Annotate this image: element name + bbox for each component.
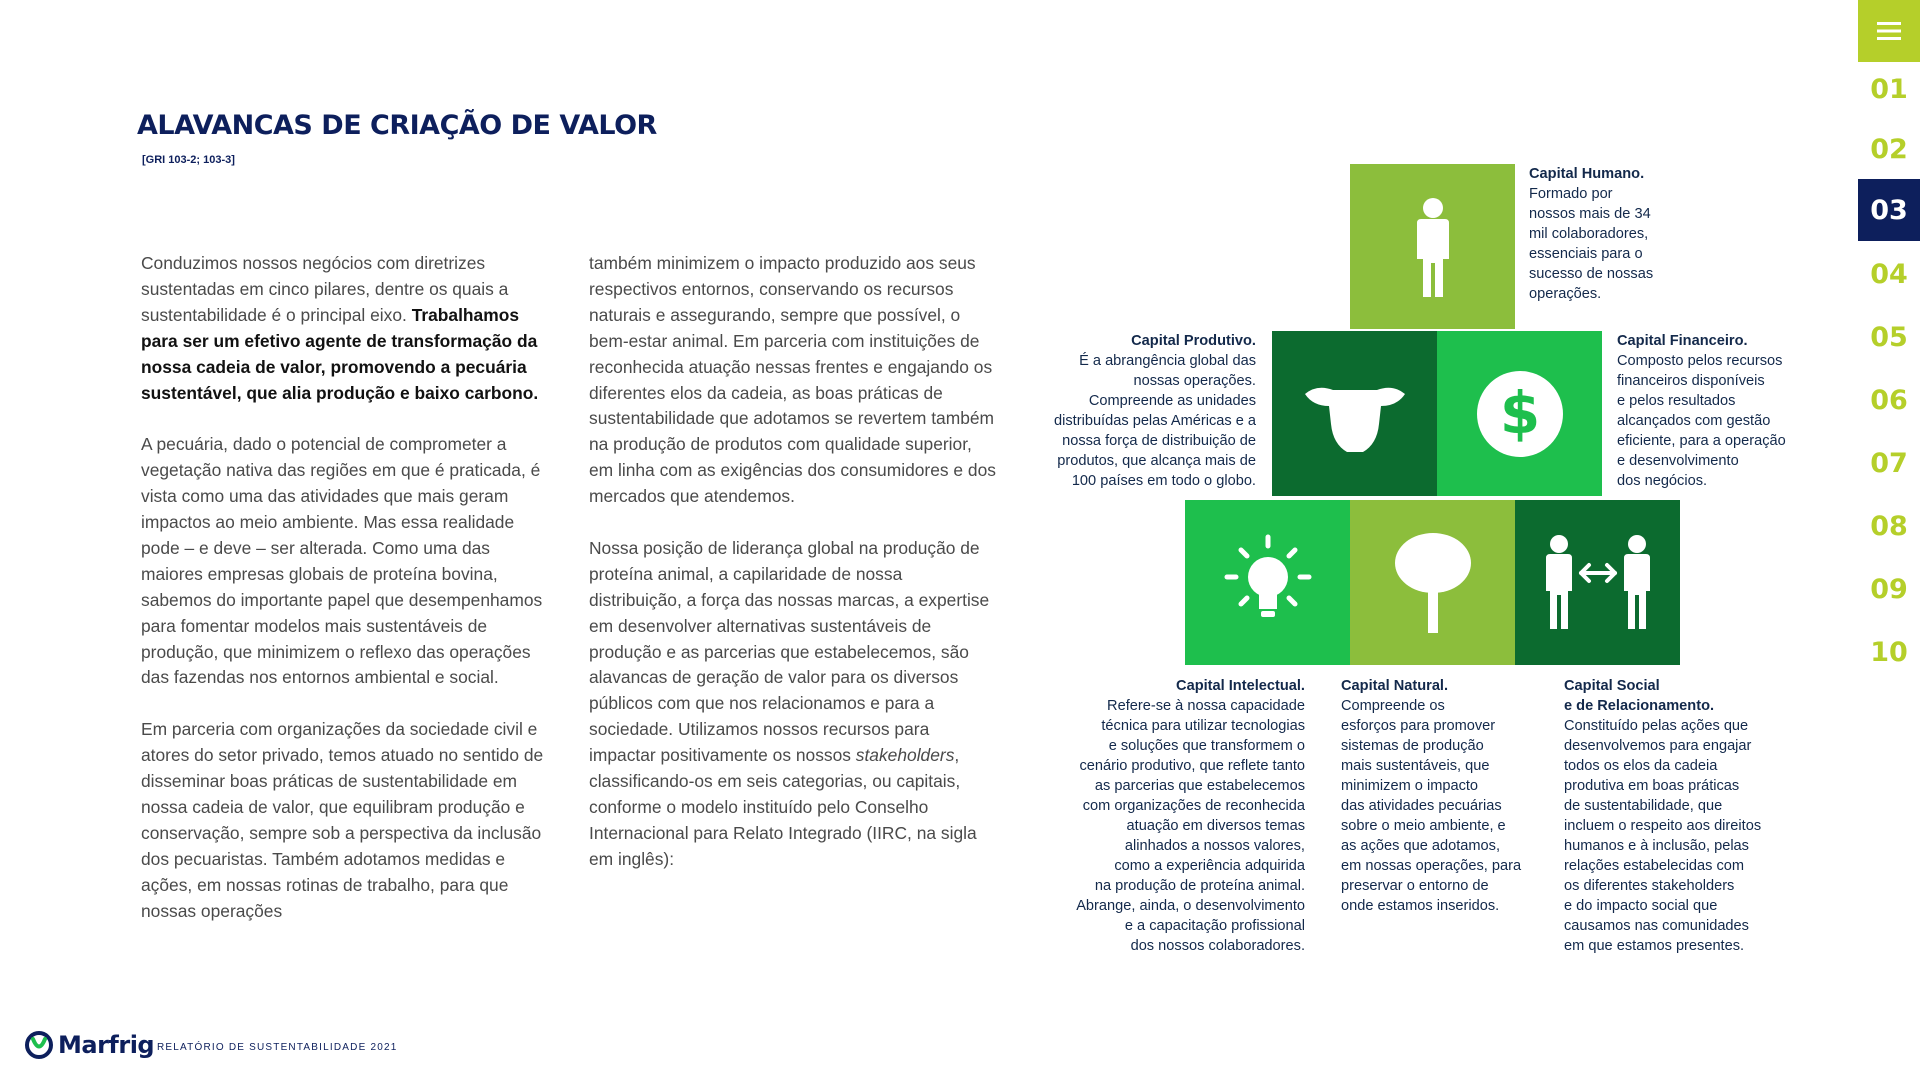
caption-title: Capital Natural. [1341, 678, 1449, 694]
tree-icon [1393, 533, 1473, 633]
caption-line: sobre o meio ambiente, e [1341, 818, 1506, 834]
caption-line: todos os elos da cadeia [1564, 758, 1718, 774]
nav-chapter-05[interactable]: 05 [1870, 321, 1908, 353]
nav-chapter-10[interactable]: 10 [1870, 636, 1908, 668]
tile-capital-intelectual [1185, 500, 1350, 665]
paragraph-5 [589, 536, 999, 873]
nav-chapter-07[interactable]: 07 [1870, 447, 1908, 479]
caption-line: e do impacto social que [1564, 898, 1718, 914]
gri-reference: [GRI 103-2; 103-3] [142, 154, 235, 166]
report-title: RELATÓRIO DE SUSTENTABILIDADE 2021 [157, 1042, 398, 1053]
caption-line: Abrange, ainda, o desenvolvimento [1076, 898, 1305, 914]
marfrig-logo-icon [24, 1030, 54, 1060]
caption-line: técnica para utilizar tecnologias [1101, 718, 1305, 734]
caption-line: cenário produtivo, que reflete tanto [1079, 758, 1305, 774]
caption-line: dos negócios. [1617, 473, 1708, 489]
nav-chapter-01[interactable]: 01 [1870, 73, 1908, 105]
caption-line: alcançados com gestão [1617, 413, 1771, 429]
caption-line: atuação em diversos temas [1126, 818, 1305, 834]
caption-line: essenciais para o [1529, 246, 1643, 262]
caption-capital-financeiro [1617, 331, 1786, 491]
dollar-coin-icon [1475, 369, 1565, 459]
nav-chapter-03[interactable]: 03 [1858, 179, 1920, 241]
caption-line: de sustentabilidade, que [1564, 798, 1723, 814]
caption-line: as ações que adotamos, [1341, 838, 1501, 854]
caption-line: É a abrangência global das [1079, 353, 1256, 369]
caption-line: em que estamos presentes. [1564, 938, 1745, 954]
caption-line: dos nossos colaboradores. [1130, 938, 1305, 954]
caption-capital-humano [1529, 164, 1653, 304]
caption-line: como a experiência adquirida [1114, 858, 1305, 874]
caption-line: preservar o entorno de [1341, 878, 1489, 894]
caption-line: produtiva em boas práticas [1564, 778, 1740, 794]
caption-line: Composto pelos recursos [1617, 353, 1783, 369]
caption-line: onde estamos inseridos. [1341, 898, 1500, 914]
caption-line: e desenvolvimento [1617, 453, 1739, 469]
caption-line: operações. [1529, 286, 1602, 302]
caption-title-2: e de Relacionamento. [1564, 698, 1715, 714]
hamburger-icon [1877, 22, 1901, 40]
caption-line: causamos nas comunidades [1564, 918, 1749, 934]
caption-line: Compreende os [1341, 698, 1445, 714]
tile-capital-social [1515, 500, 1680, 665]
paragraph-5-text: Nossa posição de liderança global na produção de proteína animal, a capilaridade de nossa distribuição, a força das nossas marcas, a expertise em desenvolver alternativas sustentáveis de produção e as parcerias que estabelecemos, são alavancas de geração de valor para os diversos públicos com que nos relacionamos e para a sociedade. Utilizamos nossos recursos para impactar positivamente os nossos [589, 537, 990, 766]
caption-line: com organizações de reconhecida [1082, 798, 1305, 814]
paragraph-5-end: , classificando-os em seis categorias, ou capitais, conforme o modelo instituído pelo Conselho Internacional para Relato Integrado (IIRC, na sigla em inglês): [589, 745, 977, 869]
caption-line: as parcerias que estabelecemos [1094, 778, 1305, 794]
caption-line: Refere-se à nossa capacidade [1107, 698, 1305, 714]
page-title: ALAVANCAS DE CRIAÇÃO DE VALOR [137, 110, 657, 141]
people-exchange-icon [1543, 533, 1653, 633]
caption-line: das atividades pecuárias [1341, 798, 1502, 814]
caption-line: na produção de proteína animal. [1094, 878, 1305, 894]
paragraph-5-italic: stakeholders [855, 745, 955, 766]
paragraph-4: também minimizem o impacto produzido aos seus respectivos entornos, conservando os recursos naturais e assegurando, sempre que possível, o bem-estar animal. Em parceria com instituições de reconhecida atuação nessas frentes e engajando os diferentes elos da cadeia, as boas práticas de sustentabilidade que adotamos se revertem também na produção de produtos com qualidade superior, em linha com as exigências dos consumidores e dos mercados que atendemos. [589, 253, 996, 507]
caption-line: alinhados a nossos valores, [1124, 838, 1305, 854]
tile-capital-natural [1350, 500, 1515, 665]
tile-capital-humano [1350, 164, 1515, 329]
caption-line: incluem o respeito aos direitos [1564, 818, 1762, 834]
nav-chapter-02[interactable]: 02 [1870, 133, 1908, 165]
paragraph-1-text: Conduzimos nossos negócios com diretrizes sustentadas em cinco pilares, dentre os quais a sustentabilidade é o principal eixo. [141, 253, 509, 325]
caption-line: mil colaboradores, [1529, 226, 1649, 242]
caption-capital-social [1564, 676, 1761, 956]
caption-line: Formado por [1529, 186, 1613, 202]
paragraph-3: Em parceria com organizações da sociedade civil e atores do setor privado, temos atuado no sentido de disseminar boas práticas de sustentabilidade em nossa cadeia de valor, que equilibram produção e conservação, sempre sob a perspectiva da inclusão dos pecuaristas. Também adotamos medidas e ações, em nossas rotinas de trabalho, para que nossas operações [141, 719, 544, 921]
caption-line: e a capacitação profissional [1124, 918, 1305, 934]
paragraph-1-bold: Trabalhamos para ser um efetivo agente de transformação da nossa cadeia de valor, promovendo a pecuária sustentável, que alia produção e baixo carbono. [141, 304, 539, 403]
brand-name: Marfrig [58, 1031, 155, 1059]
caption-line: nossas operações. [1133, 373, 1256, 389]
caption-line: e pelos resultados [1617, 393, 1736, 409]
caption-line: esforços para promover [1341, 718, 1496, 734]
caption-line: em nossas operações, para [1341, 858, 1522, 874]
caption-line: sistemas de produção [1341, 738, 1484, 754]
caption-line: financeiros disponíveis [1617, 373, 1765, 389]
text-column-1 [141, 251, 546, 950]
caption-capital-produtivo [1010, 331, 1256, 491]
caption-title: Capital Humano. [1529, 166, 1645, 182]
caption-line: mais sustentáveis, que [1341, 758, 1490, 774]
nav-chapter-09[interactable]: 09 [1870, 573, 1908, 605]
paragraph-1 [141, 251, 546, 406]
caption-line: Compreende as unidades [1088, 393, 1256, 409]
svg-text:$: $ [1499, 378, 1540, 447]
menu-button[interactable] [1858, 0, 1920, 62]
person-icon [1411, 197, 1455, 297]
caption-title: Capital Produtivo. [1131, 333, 1256, 349]
marfrig-logo[interactable] [24, 1030, 154, 1060]
caption-line: humanos e à inclusão, pelas [1564, 838, 1749, 854]
caption-line: eficiente, para a operação [1617, 433, 1786, 449]
caption-title: Capital Social [1564, 678, 1660, 694]
tile-capital-financeiro [1437, 331, 1602, 496]
lightbulb-icon [1218, 533, 1318, 633]
caption-title: Capital Intelectual. [1176, 678, 1305, 694]
cow-head-icon [1303, 374, 1407, 454]
caption-line: produtos, que alcança mais de [1057, 453, 1256, 469]
tile-capital-produtivo [1272, 331, 1437, 496]
caption-line: Constituído pelas ações que [1564, 718, 1749, 734]
caption-line: relações estabelecidas com [1564, 858, 1745, 874]
caption-line: nossos mais de 34 [1529, 206, 1651, 222]
caption-capital-natural [1341, 676, 1521, 916]
caption-line: 100 países em todo o globo. [1071, 473, 1256, 489]
nav-chapter-04[interactable]: 04 [1870, 258, 1908, 290]
caption-line: nossa força de distribuição de [1062, 433, 1256, 449]
caption-line: minimizem o impacto [1341, 778, 1479, 794]
nav-chapter-06[interactable]: 06 [1870, 384, 1908, 416]
caption-line: desenvolvemos para engajar [1564, 738, 1752, 754]
caption-line: os diferentes stakeholders [1564, 878, 1735, 894]
caption-title: Capital Financeiro. [1617, 333, 1748, 349]
caption-line: distribuídas pelas Américas e a [1054, 413, 1256, 429]
paragraph-2: A pecuária, dado o potencial de comprometer a vegetação nativa das regiões em que é praticada, é vista como uma das atividades que mais geram impactos ao meio ambiente. Mas essa realidade pode – e deve – ser alterada. Como uma das maiores empresas globais de proteína bovina, sabemos do importante papel que desempenhamos para fomentar modelos mais sustentáveis de produção, que minimizem o reflexo das operações das fazendas nos entornos ambiental e social. [141, 434, 543, 688]
caption-capital-intelectual [1035, 676, 1305, 956]
caption-line: sucesso de nossas [1529, 266, 1654, 282]
text-column-2 [589, 251, 999, 899]
nav-chapter-08[interactable]: 08 [1870, 510, 1908, 542]
caption-line: e soluções que transformem o [1108, 738, 1305, 754]
